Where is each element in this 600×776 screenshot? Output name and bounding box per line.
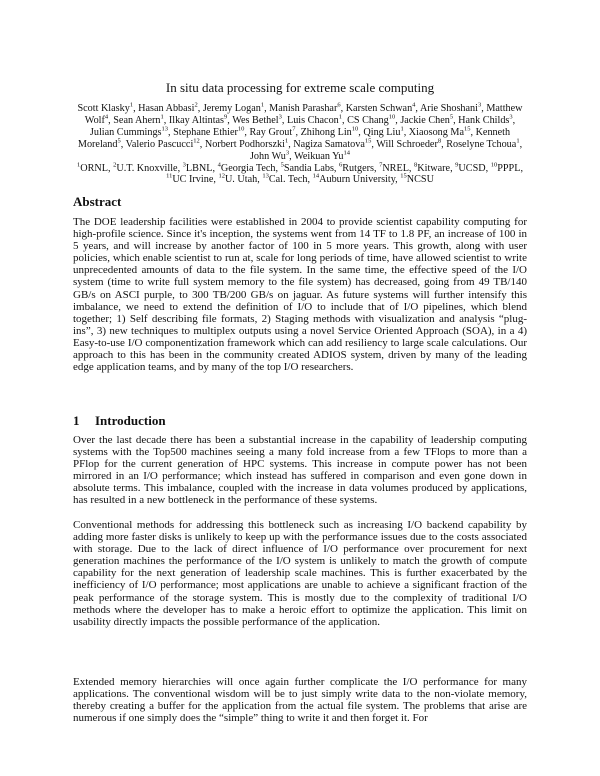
author-name: Stephane Ethier: [173, 126, 238, 138]
affiliation: [166, 174, 218, 185]
author-name: Hasan Abbasi: [138, 103, 195, 114]
affiliation-separator: ,: [307, 174, 313, 186]
affiliation: [400, 174, 434, 185]
author-separator: ,: [441, 138, 447, 150]
author-affiliation-mark: 12: [193, 137, 200, 145]
author-separator: ,: [264, 103, 270, 114]
author: [232, 115, 287, 126]
author-separator: ,: [227, 114, 233, 126]
author-name: Nagiza Samatova: [293, 138, 365, 150]
author-affiliation-mark: 4: [104, 113, 109, 121]
author-separator: ,: [289, 150, 295, 162]
author-affiliation-mark: 10: [388, 113, 396, 121]
affiliation-name: LBNL: [185, 162, 213, 174]
author: [169, 115, 232, 126]
author-affiliation-mark: 3: [285, 149, 290, 157]
author: [250, 151, 294, 162]
affiliation: [491, 163, 523, 174]
author-name: Roselyne Tchoua: [446, 138, 517, 150]
author: [269, 103, 346, 114]
section-number: 1: [73, 413, 80, 428]
author-affiliation-mark: 3: [509, 113, 513, 121]
author-separator: ,: [340, 103, 346, 114]
author-affiliation-mark: 15: [364, 137, 372, 145]
author: [420, 103, 486, 114]
author-separator: ,: [403, 126, 409, 138]
author-name: Kenneth Moreland: [77, 126, 511, 150]
affiliation-separator: ,: [333, 162, 340, 174]
author: [301, 127, 364, 138]
affiliation: [379, 163, 414, 174]
affiliation: [218, 163, 281, 174]
affiliation-separator: ,: [177, 162, 183, 174]
author-separator: ,: [288, 138, 294, 150]
affiliation-separator: ,: [108, 162, 114, 174]
author-separator: ,: [481, 103, 487, 114]
author: [409, 127, 476, 138]
author-separator: ,: [512, 114, 516, 126]
author-separator: ,: [358, 126, 364, 138]
author-separator: ,: [244, 126, 250, 138]
author: [376, 139, 446, 150]
author-affiliation-mark: 9: [224, 113, 228, 121]
author-affiliation-mark: 10: [351, 125, 359, 133]
author-separator: ,: [120, 138, 126, 150]
paper-title: In situ data processing for extreme scale computing: [165, 80, 435, 95]
author-name: John Wu: [249, 150, 286, 162]
author-name: Jackie Chen: [400, 114, 450, 126]
affiliation: [77, 163, 113, 174]
author-affiliation-mark: 4: [412, 101, 416, 109]
author: [138, 103, 203, 114]
affiliation: [339, 163, 379, 174]
author-affiliation-mark: 2: [194, 101, 198, 109]
affiliation: [113, 163, 183, 174]
author: [287, 115, 347, 126]
affiliation: [183, 163, 218, 174]
affiliation: [262, 174, 312, 185]
affiliation-name: Kitware: [417, 162, 451, 174]
author-affiliation-mark: 5: [117, 137, 121, 145]
author-separator: ,: [395, 114, 401, 126]
section-heading-introduction: [73, 413, 166, 429]
affiliation-separator: ,: [213, 174, 219, 186]
affiliation-separator: ,: [212, 162, 218, 174]
affiliation: [281, 163, 339, 174]
author-separator: ,: [108, 114, 114, 126]
author: [126, 139, 205, 150]
author-name: Ray Grout: [249, 126, 293, 138]
author: [458, 115, 515, 126]
affiliation-separator: ,: [275, 162, 281, 174]
author-affiliation-mark: 3: [278, 113, 282, 121]
author: [346, 103, 420, 114]
author-block: [74, 103, 526, 186]
author-name: Wes Bethel: [232, 114, 279, 126]
affiliation-number: 15: [400, 173, 407, 181]
author: [77, 103, 138, 114]
affiliation-list: [74, 163, 526, 187]
author-separator: ,: [199, 138, 205, 150]
author-separator: ,: [470, 126, 476, 138]
intro-paragraph-1: Over the last decade there has been a substantial increase in the capability of leadership computing systems with the Top500 machines seeing a many fold increase from a few TFlops to more than a PFlop for the current generation of HPC systems. This increase in compute power has not been mirrored in an I/O performance; which instead has suffered in comparison and even gone down in absolute terms. This imbalance, coupled with the increase in data volumes produced by applications, has resulted in a new bottleneck in the performance of these systems.: [73, 434, 527, 507]
affiliation-name: ORNL: [80, 162, 108, 174]
author-affiliation-mark: 14: [343, 149, 351, 157]
affiliation-name: Georgia Tech: [220, 162, 276, 174]
author: [294, 151, 350, 162]
section-title: Introduction: [95, 413, 166, 428]
affiliation-number: 11: [166, 173, 173, 181]
affiliation-name: NREL: [382, 162, 409, 174]
author-affiliation-mark: 1: [338, 113, 343, 121]
affiliation-separator: ,: [520, 162, 523, 174]
affiliation-number: 5: [280, 161, 284, 169]
author-name: Sean Ahern: [113, 114, 161, 126]
author-separator: ,: [163, 114, 169, 126]
author: [400, 115, 458, 126]
author: [446, 139, 522, 150]
author-separator: ,: [519, 138, 523, 150]
author-separator: ,: [342, 114, 348, 126]
author-separator: ,: [295, 126, 301, 138]
author-name: Manish Parashar: [269, 103, 338, 114]
author-name: Norbert Podhorszki: [204, 138, 285, 150]
author-separator: ,: [168, 126, 174, 138]
affiliation-separator: ,: [450, 162, 456, 174]
affiliation: [414, 163, 455, 174]
author-name: Arie Shoshani: [419, 103, 478, 114]
intro-paragraph-2: Conventional methods for addressing this bottleneck such as increasing I/O backend capability by adding more faster disks is unlikely to keep up with the performance issues due to the costs associated with storage. Due to the lack of direct influence of I/O performance over procurement for next generation machines the performance of the I/O system is unlikely to match the growth of compute capability for the next generation of leadership scale machines. This is further exacerbated by the inefficiency of I/O performance; most applications are unable to achieve a significant fraction of the peak performance of the storage system. This is mostly due to the complexity of traditional I/O methods where the developer has to make a heroic effort to optimize the application. This limit on usability directly impacts the possible performance of the application.: [73, 519, 527, 628]
author: [90, 127, 173, 138]
affiliation: [313, 174, 401, 185]
affiliation-separator: ,: [257, 174, 263, 186]
author-list: [74, 103, 526, 163]
author-separator: ,: [415, 103, 420, 114]
affiliation-name: Cal. Tech: [268, 174, 308, 186]
author-separator: ,: [371, 138, 377, 150]
author-separator: ,: [133, 103, 139, 114]
abstract-text: The DOE leadership facilities were established in 2004 to provide scientist capability computing for high-profile science. Since it's inception, the systems went from 14 TF to 1.8 PF, an increase of 100 in 5 years, and will increase by another factor of 100 in 5 more years. This growth, along with user policies, which enable scientist to run at, scale for long periods of time, have allowed scientist to write unprecedented amounts of data to the file system. In the same time, the effective speed of the I/O system (time to write full system memory to the file system) has decreased, going from 49 TB/140 GB/s on ASCI purple, to 300 TB/200 GB/s on jaguar. As future systems will further intensify this imbalance, we need to extend the definition of I/O to include that of I/O pipelines, which blend together; 1) Self describing file formats, 2) Staging methods with visualization and analysis “plug-ins”, 3) new techniques to multiplex outputs using a novel Service Oriented Approach (SOA), in a 4) Easy-to-use I/O componentization framework which can add resiliency to large scale calculations. Our approach to this has been in the community created ADIOS system, driven by many of the leading edge application teams, and by many of the top I/O researchers.: [73, 216, 527, 374]
affiliation-name: NCSU: [406, 174, 434, 186]
author-separator: ,: [281, 114, 287, 126]
author-affiliation-mark: 15: [463, 125, 471, 133]
affiliation-name: Sandia Labs: [283, 162, 334, 174]
affiliation-name: U.T. Knoxville: [116, 162, 178, 174]
affiliation: [455, 163, 491, 174]
author-name: Zhihong Lin: [300, 126, 352, 138]
author-affiliation-mark: 5: [449, 113, 454, 121]
author-affiliation-mark: 1: [400, 125, 404, 133]
author-name: Ilkay Altintas: [168, 114, 225, 126]
author-separator: ,: [453, 114, 459, 126]
author-name: Matthew Wolf: [84, 103, 523, 126]
author-affiliation-mark: 1: [516, 137, 520, 145]
author-name: Xiaosong Ma: [408, 126, 464, 138]
author: [113, 115, 169, 126]
intro-paragraph-3: Extended memory hierarchies will once again further complicate the I/O performance for many applications. The conventional wisdom will be to just simply write data to the non-violate memory, thereby creating a buffer for the application from the actual file system. The problems that arise are numerous if one simply does the “simple” thing to write it and then forget it. For: [73, 676, 527, 725]
affiliation-number: 4: [217, 161, 221, 169]
author: [249, 127, 300, 138]
affiliation-number: 10: [490, 161, 498, 169]
author: [173, 127, 249, 138]
author: [347, 115, 400, 126]
author-affiliation-mark: 6: [337, 101, 341, 109]
affiliation-number: 13: [262, 173, 269, 181]
author-affiliation-mark: 13: [161, 125, 169, 133]
affiliation-number: 3: [182, 161, 186, 169]
author-name: Karsten Schwan: [345, 103, 413, 114]
affiliation-separator: ,: [408, 162, 415, 174]
author: [293, 139, 376, 150]
abstract-heading: Abstract: [73, 194, 122, 209]
author-name: Will Schroeder: [376, 138, 438, 150]
author-name: CS Chang: [347, 114, 389, 126]
author-name: Jeremy Logan: [202, 103, 261, 114]
affiliation-separator: ,: [485, 162, 491, 174]
affiliation-number: 2: [113, 161, 117, 169]
author-affiliation-mark: 7: [292, 125, 296, 133]
affiliation: [218, 174, 262, 185]
author-affiliation-mark: 8: [437, 137, 442, 145]
affiliation-separator: ,: [373, 162, 380, 174]
author-affiliation-mark: 1: [260, 101, 265, 109]
affiliation-number: 9: [455, 161, 459, 169]
author-name: Scott Klasky: [77, 103, 130, 114]
author: [363, 127, 408, 138]
affiliation-number: 7: [379, 161, 383, 169]
affiliation-number: 8: [414, 161, 418, 169]
author-name: Qing Liu: [363, 126, 401, 138]
affiliation-name: U. Utah: [224, 174, 258, 186]
author-affiliation-mark: 1: [129, 101, 134, 109]
affiliation-name: PPPL: [497, 162, 521, 174]
affiliation-name: UCSD: [458, 162, 486, 174]
author-affiliation-mark: 3: [477, 101, 482, 109]
author-name: Hank Childs: [458, 114, 510, 126]
author-affiliation-mark: 1: [160, 113, 164, 121]
author-name: Julian Cummings: [89, 126, 162, 138]
affiliation-number: 14: [312, 173, 320, 181]
affiliation-number: 12: [218, 173, 225, 181]
author: [203, 103, 269, 114]
author-separator: ,: [197, 103, 203, 114]
affiliation-name: Rutgers: [342, 162, 374, 174]
affiliation-name: Auburn University: [319, 174, 396, 186]
affiliation-name: UC Irvine: [172, 174, 214, 186]
affiliation-separator: ,: [395, 174, 401, 186]
affiliation-number: 1: [77, 161, 81, 169]
author: [205, 139, 293, 150]
author-name: Weikuan Yu: [294, 150, 344, 162]
author-affiliation-mark: 10: [237, 125, 245, 133]
author-name: Valerio Pascucci: [125, 138, 194, 150]
author-name: Luis Chacon: [286, 114, 339, 126]
affiliation-number: 6: [339, 161, 343, 169]
author-affiliation-mark: 1: [284, 137, 289, 145]
